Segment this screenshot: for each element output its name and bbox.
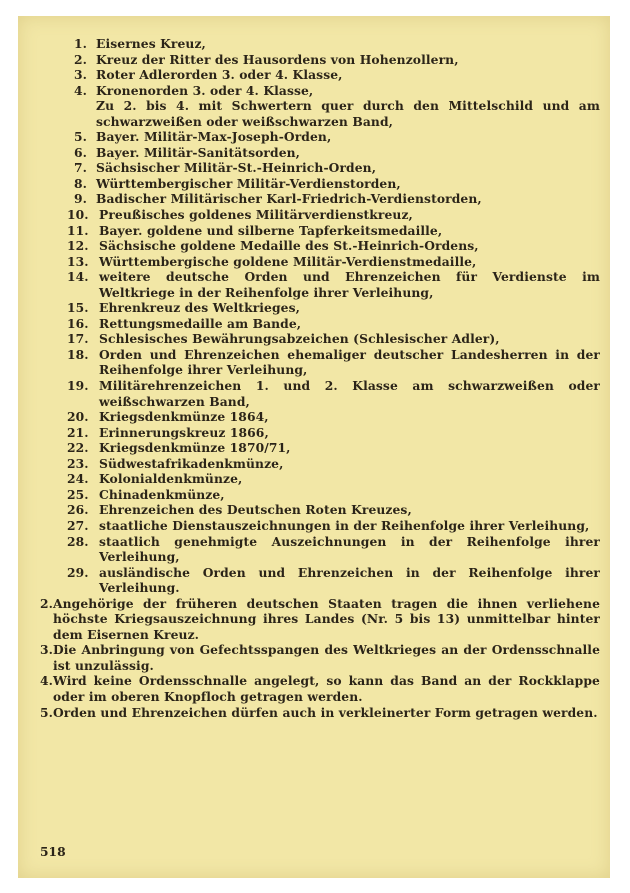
list-item: [67, 331, 600, 347]
paragraph-text: Wird keine Ordensschnalle angelegt, so kann das Band an der Rockklappe oder im oberen Knopfloch getragen werden.: [53, 673, 600, 704]
list-item: [67, 300, 600, 316]
list-item: [67, 207, 600, 223]
item-number: 11.: [67, 222, 89, 238]
item-number: 24.: [67, 471, 89, 487]
paragraph-item: [40, 673, 600, 704]
item-number: 8.: [74, 175, 88, 191]
item-text: Sächsische goldene Medaille des St.-Heinrich-Ordens,: [99, 238, 479, 254]
page-number: 518: [40, 844, 66, 859]
list-item: [67, 455, 600, 472]
list-item: [67, 222, 600, 239]
paragraph-item: [40, 705, 600, 721]
list-item: [67, 315, 600, 332]
list-item: [67, 424, 600, 441]
item-number: 6.: [74, 144, 88, 160]
list-item: [67, 269, 600, 300]
list-item: [67, 253, 600, 270]
item-text: Bayer. Militär-Sanitätsorden,: [96, 144, 301, 160]
list-item: [67, 517, 600, 534]
item-number: 12.: [67, 238, 89, 254]
list-item: [74, 36, 600, 52]
paragraph-number: 3.: [40, 642, 54, 658]
item-text: Südwestafrikadenkmünze,: [99, 455, 284, 471]
item-number: 2.: [74, 51, 88, 67]
item-text: weitere deutsche Orden und Ehrenzeichen für Verdienste im Weltkriege in der Reihenfolge ihrer Verleihung,: [99, 269, 600, 300]
item-text: Kriegsdenkmünze 1864,: [99, 409, 269, 425]
item-text: Bayer. Militär-Max-Joseph-Orden,: [96, 129, 332, 145]
paragraph-number: 2.: [40, 595, 54, 611]
item-number: 28.: [67, 533, 89, 549]
item-number: 10.: [67, 207, 89, 223]
item-text: Kreuz der Ritter des Hausordens von Hohenzollern,: [96, 51, 459, 67]
item-number: 29.: [67, 564, 89, 580]
list-item: [67, 502, 600, 518]
list-item: [67, 440, 600, 456]
item-text: ausländische Orden und Ehrenzeichen in der Reihenfolge ihrer Verleihung.: [99, 564, 600, 596]
item-number: 15.: [67, 300, 89, 316]
item-number: 19.: [67, 378, 89, 394]
paragraph-text: Angehörige der früheren deutschen Staaten tragen die ihnen verliehene höchste Kriegsauszeichnung ihres Landes (Nr. 5 bis 13) unmittelbar hinter dem Eisernen Kreuz.: [53, 595, 600, 642]
item-text: staatliche Dienstauszeichnungen in der Reihenfolge ihrer Verleihung,: [99, 517, 590, 533]
paragraph-text: Die Anbringung von Gefechtsspangen des Weltkrieges an der Ordensschnalle ist unzulässig.: [53, 642, 600, 673]
list-item: [74, 145, 600, 161]
item-number: 21.: [67, 424, 89, 440]
list-item: [67, 409, 600, 425]
item-text: Kolonialdenkmünze,: [99, 471, 243, 487]
list-item: [67, 471, 600, 487]
item-number: 17.: [67, 331, 89, 347]
item-text: Sächsischer Militär-St.-Heinrich-Orden,: [96, 160, 377, 176]
item-number: 16.: [67, 315, 89, 331]
item-text: Württembergische goldene Militär-Verdienstmedaille,: [99, 253, 477, 269]
item-text: Ehrenkreuz des Weltkrieges,: [99, 300, 301, 316]
item-text: Rettungsmedaille am Bande,: [99, 315, 302, 331]
list-item: [67, 346, 600, 378]
list-item: [67, 378, 600, 409]
page-text: [40, 36, 600, 720]
item-text: Kriegsdenkmünze 1870/71,: [99, 440, 291, 456]
item-number: 23.: [67, 455, 89, 471]
list-item: [74, 129, 600, 145]
item-text: Ehrenzeichen des Deutschen Roten Kreuzes,: [99, 502, 412, 518]
list-item: [74, 191, 600, 207]
item-text: Württembergischer Militär-Verdienstorden,: [96, 175, 401, 191]
item-text: Preußisches goldenes Militärverdienstkreuz,: [99, 207, 413, 223]
item-text: Erinnerungskreuz 1866,: [99, 424, 269, 440]
item-text: Badischer Militärischer Karl-Friedrich-Verdienstorden,: [96, 191, 482, 207]
item-number: 1.: [74, 36, 88, 51]
list-item: [74, 52, 600, 68]
list-item: [67, 238, 600, 254]
list-item: [74, 67, 600, 83]
item-text: Chinadenkmünze,: [99, 486, 225, 502]
item-text: Roter Adlerorden 3. oder 4. Klasse,: [96, 67, 343, 83]
paragraph-item: [40, 642, 600, 673]
book-page: [18, 16, 610, 878]
paragraph-number: 5.: [40, 704, 54, 720]
item-text: Militärehrenzeichen 1. und 2. Klasse am schwarzweißen oder weißschwarzen Band,: [99, 378, 600, 409]
list-item: [74, 160, 600, 176]
item-number: 22.: [67, 440, 89, 456]
list-item: [74, 83, 600, 130]
item-number: 7.: [74, 160, 88, 176]
item-number: 13.: [67, 253, 89, 269]
decoration-order-list: [40, 36, 600, 596]
item-text: staatlich genehmigte Auszeichnungen in der Reihenfolge ihrer Verleihung,: [99, 533, 600, 565]
list-item: [67, 486, 600, 503]
list-item: [67, 533, 600, 565]
paragraph-number: 4.: [40, 673, 54, 689]
paragraph-text: Orden und Ehrenzeichen dürfen auch in verkleinerter Form getragen werden.: [53, 704, 598, 720]
list-item: [74, 176, 600, 192]
paragraph-item: [40, 596, 600, 643]
regulation-paragraphs: [40, 596, 600, 720]
item-text: Kronenorden 3. oder 4. Klasse,: [96, 82, 314, 98]
list-item: [67, 564, 600, 596]
item-continuation: Zu 2. bis 4. mit Schwertern quer durch den Mittelschild und am schwarzweißen oder weißschwarzen Band,: [96, 98, 600, 129]
item-text: Eisernes Kreuz,: [96, 36, 206, 51]
item-text: Bayer. goldene und silberne Tapferkeitsmedaille,: [99, 222, 443, 238]
item-number: 26.: [67, 502, 89, 518]
item-number: 27.: [67, 517, 89, 533]
item-number: 3.: [74, 67, 88, 83]
item-number: 9.: [74, 191, 88, 207]
item-number: 5.: [74, 129, 88, 145]
item-number: 25.: [67, 486, 89, 502]
item-number: 4.: [74, 82, 88, 98]
item-number: 20.: [67, 409, 89, 425]
item-number: 14.: [67, 269, 89, 285]
item-text: Orden und Ehrenzeichen ehemaliger deutscher Landesherren in der Reihenfolge ihrer Verleihung,: [99, 346, 600, 378]
item-text: Schlesisches Bewährungsabzeichen (Schlesischer Adler),: [99, 331, 500, 347]
item-number: 18.: [67, 346, 89, 362]
